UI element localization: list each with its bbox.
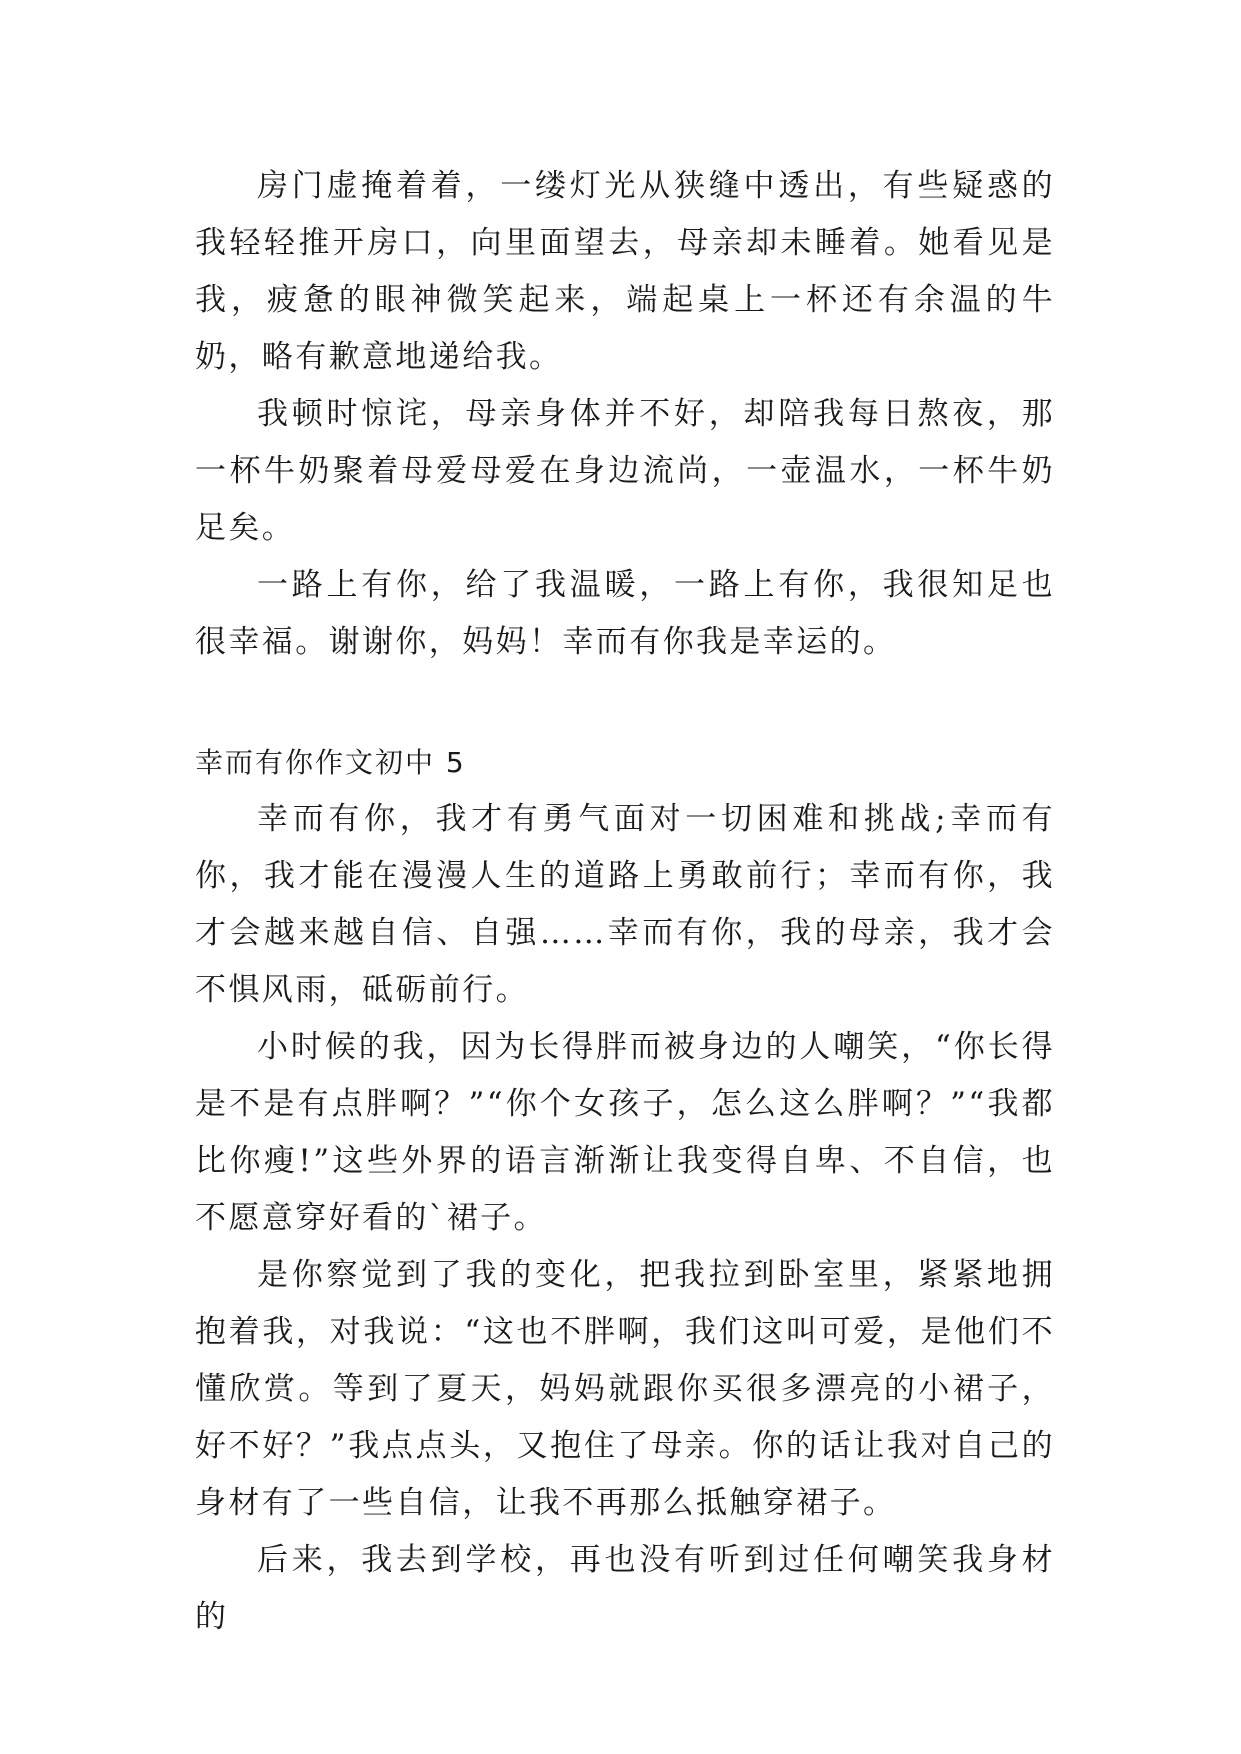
paragraph: 我顿时惊诧，母亲身体并不好，却陪我每日熬夜，那一杯牛奶聚着母爱母爱在身边流尚，一壶温水，一杯牛奶足矣。: [195, 396, 1055, 546]
section-title: 幸而有你作文初中 5: [195, 746, 466, 779]
paragraph: 是你察觉到了我的变化，把我拉到卧室里，紧紧地拥抱着我，对我说：“这也不胖啊，我们这叫可爱，是他们不懂欣赏。等到了夏天，妈妈就跟你买很多漂亮的小裙子，好不好？”我点点头，又抱住了母亲。你的话让我对自己的身材有了一些自信，让我不再那么抵触穿裙子。: [195, 1257, 1055, 1521]
paragraph: 幸而有你，我才有勇气面对一切困难和挑战;幸而有你，我才能在漫漫人生的道路上勇敢前行；幸而有你，我才会越来越自信、自强……幸而有你，我的母亲，我才会不惧风雨，砥砺前行。: [195, 801, 1055, 1008]
document-body: [195, 158, 1055, 1646]
paragraph: 小时候的我，因为长得胖而被身边的人嘲笑，“你长得是不是有点胖啊？”“你个女孩子，怎么这么胖啊？”“我都比你瘦!”这些外界的语言渐渐让我变得自卑、不自信，也不愿意穿好看的`裙子。: [195, 1029, 1055, 1236]
paragraph: 房门虚掩着着，一缕灯光从狭缝中透出，有些疑惑的我轻轻推开房口，向里面望去，母亲却未睡着。她看见是我，疲惫的眼神微笑起来，端起桌上一杯还有余温的牛奶，略有歉意地递给我。: [195, 168, 1055, 375]
paragraph: 一路上有你，给了我温暖，一路上有你，我很知足也很幸福。谢谢你，妈妈！幸而有你我是幸运的。: [195, 567, 1055, 660]
paragraph: 后来，我去到学校，再也没有听到过任何嘲笑我身材的: [195, 1542, 1055, 1635]
